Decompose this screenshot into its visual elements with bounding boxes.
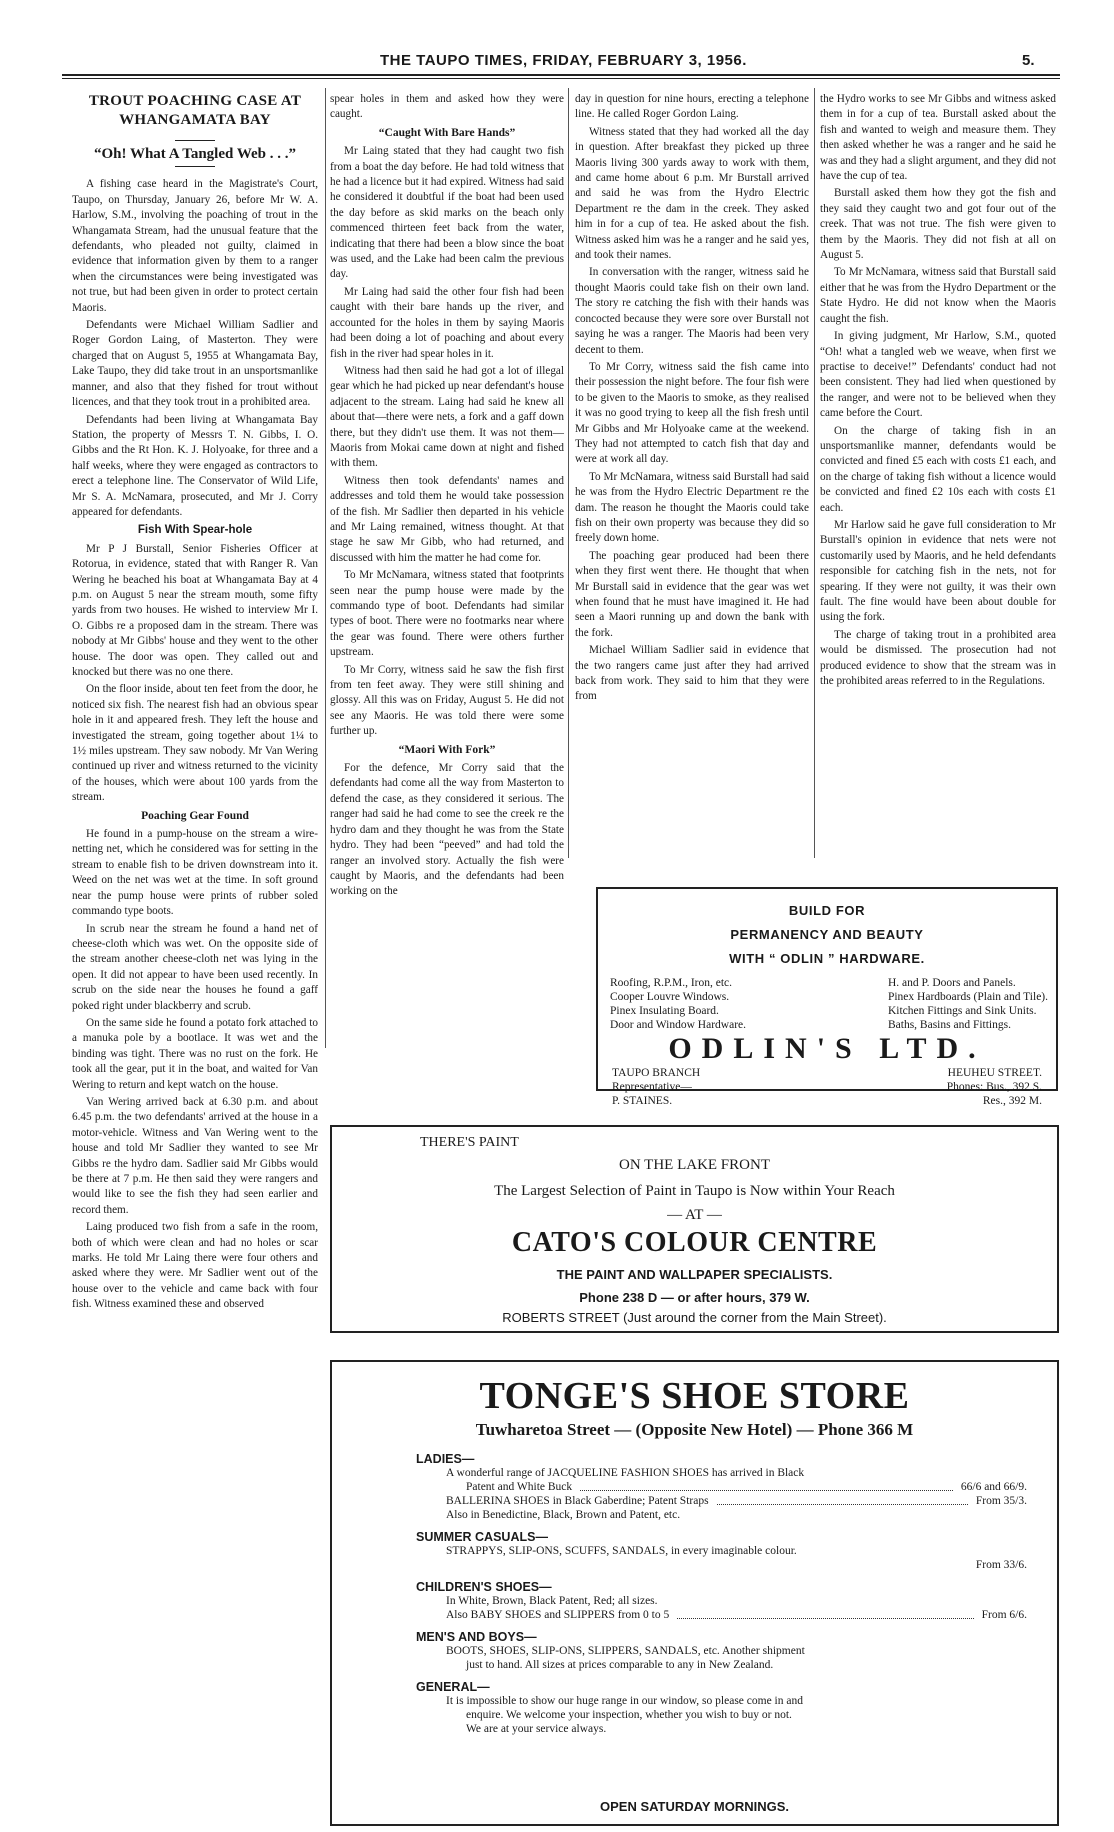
paragraph: To Mr McNamara, witness said Burstall had said he was from the Hydro Electric Department re the dam. The reason he thought the Maoris could take fish on their own property was because they did so freely down home.: [575, 470, 809, 545]
paragraph: the Hydro works to see Mr Gibbs and witness asked them in for a cup of tea. Burstall asked about the fish and wanted to weigh and measure them. They then asked whether he was a ranger and he said he was and they had a slight argument, and they did not have the cup of tea.: [820, 93, 1056, 183]
paragraph: Mr P J Burstall, Senior Fisheries Officer at Rotorua, in evidence, stated that with Ranger R. Van Wering he beached his boat at Whangamata Bay at 4 p.m. on August 5 near the stream mouth, some fifty yards from two houses. He wished to interview Mr I. O. Gibbs re a proposed dam in the stream. There was nobody at Mr Gibbs' house and they went to the other house. The door was open. They called out and knocked but there was no one there.: [72, 542, 318, 678]
paragraph: Witness had then said he had got a lot of illegal gear which he had picked up near defendant's house adjacent to the stream. Laing had said he knew all about that—there were nets, a fork and a gaff down there, but they didn't use them. It was not them—Maoris from Mokai came down at night and fished with them.: [330, 364, 564, 470]
list-line: A wonderful range of JACQUELINE FASHION SHOES has arrived in Black: [446, 1467, 805, 1479]
paragraph: Burstall asked them how they got the fish and they said they caught two and got four out of the creek. That was not true. The fish were given to them by the Maoris. They did not fish at all on August 5.: [820, 187, 1056, 262]
paragraph: In giving judgment, Mr Harlow, S.M., quoted “Oh! what a tangled web we weave, when first we practise to deceive!” Defendants' conduct had not been consistent. They had lied when questioned by the ranger, and were not to be believed when they came before the Court.: [820, 330, 1056, 420]
section-heading: Fish With Spear-hole: [137, 524, 253, 537]
article-column-2: [330, 92, 564, 898]
article-subheadline: “Oh! What A Tangled Web . . .”: [93, 146, 297, 162]
paragraph: On the charge of taking fish in an unsportsmanlike manner, defendants would be convicted and fined £5 each with costs £1 each, and on the charge of taking fish without a licence would be convicted and fined £2 10s each with costs £1 each.: [820, 424, 1056, 514]
product-item: Roofing, R.P.M., Iron, etc.: [610, 977, 733, 989]
branch-line: P. STAINES.: [612, 1095, 673, 1107]
list-line: In White, Brown, Black Patent, Red; all sizes.: [446, 1595, 658, 1607]
item: BALLERINA SHOES in Black Gaberdine; Patent Straps: [446, 1495, 709, 1507]
column-divider: [814, 88, 815, 858]
list-line: STRAPPYS, SLIP-ONS, SCUFFS, SANDALS, in every imaginable colour.: [446, 1545, 797, 1557]
phones-res: Res., 392 M.: [982, 1095, 1042, 1107]
list-line: [466, 1480, 1027, 1494]
paragraph: Witness stated that they had worked all the day in question. After breakfast they picked up three Maoris living 300 yards away to work with them, and came home about 6 p.m. Mr Burstall arrived and said he was from the Hydro Electric Department re the dam in the creek. They asked him in for a cup of tea. He asked about the fish. Witness asked him was he a ranger and he said yes, and took their names.: [575, 125, 809, 262]
product-item: Pinex Insulating Board.: [610, 1005, 719, 1017]
paragraph: Defendants had been living at Whangamata Bay Station, the property of Messrs T. N. Gibbs, I. O. Gibbs and the Rt Hon. K. J. Holyoake, for three and a half weeks, where they were engaged as contractors to erect a telephone line. The Conservator of Wild Life, Mr S. A. McNamara, prosecuted, and Mr J. Corry appeared for defendants.: [72, 413, 318, 518]
price: 66/6 and 66/9.: [960, 1481, 1027, 1493]
tonge-advertisement: [330, 1360, 1059, 1826]
paragraph: Mr Laing stated that they had caught two fish from a boat the day before. He had told witness that he had a licence but it had expired. Witness had said he considered it doubtful if the boat had been used the day before as skid marks on the beach only commenced thirteen feet back from the water, indicating that there had been a blow since the boat was used, and the Lake had been calm the previous day.: [330, 145, 564, 281]
ad-line: THERE'S PAINT: [420, 1135, 519, 1150]
paragraph: Van Wering arrived back at 6.30 p.m. and about 6.45 p.m. the two defendants' arrived at the house in a motor-vehicle. Witness and Van Wering went to the house and told Mr Sadlier they wanted to see Mr Gibbs re the hydro dam. Sadlier said Mr Gibbs would be there at 7 p.m. He then said they were rangers and would like to see the fish they had seen earlier and record them.: [72, 1095, 318, 1216]
category-heading: LADIES—: [416, 1452, 475, 1466]
paragraph: The charge of taking trout in a prohibited area would be dismissed. The prosecution had not produced evidence to show that the stream was in the prohibited areas referred to in the Regulations.: [820, 628, 1056, 688]
category-heading: CHILDREN'S SHOES—: [416, 1580, 552, 1594]
list-line: It is impossible to show our huge range in our window, so please come in and: [446, 1695, 803, 1707]
divider: [175, 166, 215, 167]
branch-line: TAUPO BRANCH: [612, 1067, 701, 1079]
paragraph: In scrub near the stream he found a hand net of cheese-cloth which was wet. On the opposite side of the stream another cheese-cloth net was lying in the open. It did not appear to have been used recently. In scrub on the side near the houses he found a gaff poked right under blackberry and scrub.: [72, 922, 318, 1012]
product-item: H. and P. Doors and Panels.: [887, 977, 1016, 989]
ad-line: BUILD FOR: [788, 903, 866, 918]
masthead-rule-thin: [62, 78, 1060, 79]
ad-line: — AT —: [667, 1207, 722, 1223]
masthead: [62, 52, 1062, 74]
paragraph: On the same side he found a potato fork attached to a manuka pole by a bootlace. It was wet and the binding was tight. There was no rust on the fork. He took all the gear, put it in the boat, and waited for Van Wering to return and kept watch on the house.: [72, 1016, 318, 1091]
list-line: just to hand. All sizes at prices comparable to any in New Zealand.: [466, 1659, 774, 1671]
phones: Phones: Bus., 392 S.: [946, 1081, 1042, 1093]
paragraph: Laing produced two fish from a safe in the room, both of which were clean and had no holes or scar marks. He told Mr Laing there were four others and asked where they were. Mr Sadlier went out of the house over to the vehicle and came back with four fish. Witness examined these and observed: [72, 1221, 318, 1311]
section-heading: “Caught With Bare Hands”: [378, 126, 516, 139]
section-heading: Poaching Gear Found: [141, 809, 249, 822]
category-heading: MEN'S AND BOYS—: [416, 1630, 537, 1644]
store-name: CATO'S COLOUR CENTRE: [511, 1227, 878, 1258]
product-list-left: [610, 976, 746, 1032]
paragraph: spear holes in them and asked how they were caught.: [330, 93, 564, 121]
store-address: Tuwharetoa Street — (Opposite New Hotel) — Phone 366 M: [475, 1420, 914, 1439]
paragraph: He found in a pump-house on the stream a wire-netting net, which he considered was for setting in the stream to enable fish to be driven downstream into it. Weed on the net was wet at the time. In soft ground near the pump house were prints of rubber soled commando type boots.: [72, 828, 318, 918]
paragraph: To Mr McNamara, witness stated that footprints seen near the pump house were made by the commando type of boot. Defendants had similar types of boot. There were no footmarks near where the gear was found. There were others further upstream.: [330, 569, 564, 659]
paragraph: Defendants were Michael William Sadlier and Roger Gordon Laing, of Masterton. They were charged that on August 5, 1955 at Whangamata Bay, Lake Taupo, they did take trout in an unsportsmanlike manner, and also that they fished for trout without licences, and that they took trout in a prohibited area.: [72, 319, 318, 409]
store-name: TONGE'S SHOE STORE: [479, 1375, 910, 1417]
branch-line: Representative—: [612, 1081, 692, 1093]
item: Patent and White Buck: [466, 1481, 573, 1493]
phone: Phone 238 D — or after hours, 379 W.: [579, 1290, 810, 1305]
product-item: Cooper Louvre Windows.: [610, 991, 730, 1003]
product-item: Door and Window Hardware.: [610, 1019, 747, 1031]
price-list: [416, 1452, 1027, 1736]
street: HEUHEU STREET.: [947, 1067, 1042, 1079]
paragraph: To Mr Corry, witness said he saw the fish first from ten feet away. They were still shining and glossy. All this was on Friday, August 5. He did not see any Maoris. He was told there were some further up.: [330, 663, 564, 738]
ad-line: PERMANENCY AND BEAUTY: [730, 927, 924, 942]
product-item: Baths, Basins and Fittings.: [887, 1019, 1011, 1031]
list-line: [446, 1494, 1027, 1508]
odlin-advertisement: [596, 887, 1058, 1107]
paragraph: On the floor inside, about ten feet from the door, he noticed six fish. The nearest fish had an obvious spear hole in it and appeared fresh. They left the house and investigated the stream, going together about 1¼ to 1½ miles upstream. They saw nobody. Mr Van Wering continued up river and witness returned to the vicinity of the houses, which were about 100 yards from the stream.: [72, 683, 318, 804]
paragraph: Michael William Sadlier said in evidence that the two rangers came just after they had arrived back from work. They said to him that they were from: [575, 644, 809, 703]
contact-info: [947, 1066, 1042, 1108]
article-column-4: [820, 92, 1056, 860]
list-line: BOOTS, SHOES, SLIP-ONS, SLIPPERS, SANDALS, etc. Another shipment: [446, 1645, 805, 1657]
paragraph: For the defence, Mr Corry said that the defendants had come all the way from Masterton to defend the case, as they considered it serious. The ranger had said he had come to see the creek re the hydro dam and they thought he was from the State hydro. They had been “peeved” and had told the ranger an involved story. Actually the fish were caught by Maoris, and the defendants had been working on the: [330, 762, 564, 898]
opening-hours: OPEN SATURDAY MORNINGS.: [599, 1799, 789, 1814]
address: ROBERTS STREET (Just around the corner from the Main Street).: [502, 1310, 887, 1325]
paragraph: day in question for nine hours, erecting a telephone line. He called Roger Gordon Laing.: [575, 93, 809, 121]
item: Also BABY SHOES and SLIPPERS from 0 to 5: [446, 1609, 670, 1621]
divider: [175, 140, 215, 141]
section-heading: “Maori With Fork”: [398, 743, 496, 756]
product-list-right: [888, 976, 1048, 1032]
ad-line: The Largest Selection of Paint in Taupo is Now within Your Reach: [494, 1183, 895, 1199]
tagline: THE PAINT AND WALLPAPER SPECIALISTS.: [556, 1267, 833, 1282]
product-item: Pinex Hardboards (Plain and Tile).: [887, 991, 1048, 1003]
category-heading: SUMMER CASUALS—: [416, 1530, 548, 1544]
company-name: ODLIN'S LTD.: [668, 1032, 986, 1065]
paragraph: To Mr McNamara, witness said that Burstall said either that he was from the Hydro Department or the State Hydro. He did not know when the Maoris caught the fish.: [820, 266, 1056, 325]
article-headline: TROUT POACHING CASE AT WHANGAMATA BAY: [88, 93, 302, 128]
list-line: [446, 1608, 1027, 1622]
paragraph: The poaching gear produced had been there when they first went there. He thought that when Mr Burstall said in evidence that the gear was wet when found that he must have imagined it. He had seen a Maori running up and down the bank with the fork.: [575, 549, 809, 639]
ad-line: ON THE LAKE FRONT: [619, 1157, 770, 1173]
paragraph: In conversation with the ranger, witness said he thought Maoris could take fish on their own land. The story re catching the fish with their hands was concocted because they were sore over Burstall not saying he was a ranger. The Maoris had been very decent to them.: [575, 266, 809, 356]
branch-info: [612, 1066, 700, 1108]
column-divider: [568, 88, 569, 858]
paragraph: Mr Laing had said the other four fish had been caught with their bare hands up the river, and accounted for the holes in them by saying Maoris had been doing a lot of poaching and about every fish in the river had spear holes in it.: [330, 285, 564, 360]
cato-advertisement: [330, 1125, 1059, 1333]
price: From 35/3.: [975, 1495, 1027, 1507]
ad-line: WITH “ ODLIN ” HARDWARE.: [729, 951, 925, 966]
paragraph: Witness then took defendants' names and addresses and told them he would take possession of the fish. Mr Sadlier then departed in his vehicle and Mr Laing remained, witness thought. At that stage he saw Mr Gibb, who had returned, and discussed with him the matter he had come for.: [330, 474, 564, 564]
article-column-1: [72, 92, 318, 1832]
list-line: Also in Benedictine, Black, Brown and Patent, etc.: [446, 1509, 681, 1521]
list-line: We are at your service always.: [466, 1723, 607, 1735]
paragraph: A fishing case heard in the Magistrate's Court, Taupo, on Thursday, January 26, before Mr W. A. Harlow, S.M., involving the poaching of trout in the Whangamata Stream, had the unusual feature that the defendants, who pleaded not guilty, claimed in evidence that information given by them to a ranger when the circumstances were being investigated was not true, but had been given in order to protect certain Maoris.: [72, 178, 318, 314]
page-number: 5.: [1022, 52, 1035, 69]
column-divider: [325, 88, 326, 1048]
product-item: Kitchen Fittings and Sink Units.: [887, 1005, 1037, 1017]
list-line: enquire. We welcome your inspection, whether you wish to buy or not.: [466, 1709, 792, 1721]
category-heading: GENERAL—: [416, 1680, 490, 1694]
masthead-title: THE TAUPO TIMES, FRIDAY, FEBRUARY 3, 1956.: [380, 52, 747, 69]
article-column-3: [575, 92, 809, 860]
paragraph: To Mr Corry, witness said the fish came into their possession the night before. The four fish were to be given to the Maoris to smoke, as they realised it was no good trying to keep all the fish fresh until Mr Gibbs and Mr Holyoake came at the weekend. They had not attempted to catch fish that day and were at work all day.: [575, 360, 809, 466]
paragraph: Mr Harlow said he gave full consideration to Mr Burstall's opinion in evidence that nets were not customarily used by Maoris, and he held defendants responsible for catching fish in the nets, not for spearing. If they were not guilty, it was their own fault. The fine would have been about double for using the fork.: [820, 518, 1056, 624]
price: From 33/6.: [975, 1559, 1027, 1571]
price: From 6/6.: [981, 1609, 1027, 1621]
masthead-rule: [62, 74, 1060, 76]
